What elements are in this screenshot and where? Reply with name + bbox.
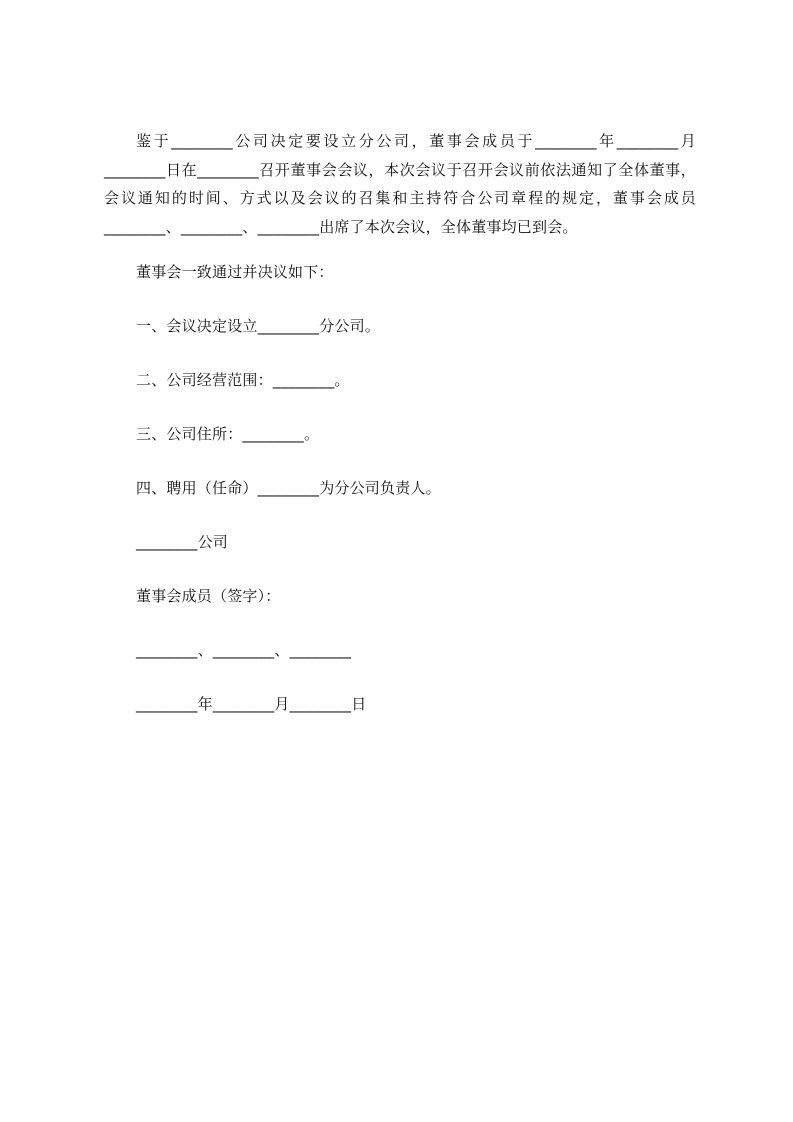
intro-paragraph: 鉴于________公司决定要设立分公司，董事会成员于________年________月________日在________召开董事会会议，本次会议于召开会议前依法通知了全体董事，会议通知的时间、方式以及会议的召集和主持符合公司章程的规定，董事会成员________、________、________出席了本次会议，全体董事均已到会。 [104,132,696,236]
company-signature-line: ________公司 [136,533,229,551]
resolution-heading: 董事会一致通过并决议如下： [136,263,334,281]
resolution-item-4: 四、聘用（任命）________为分公司负责人。 [136,479,441,497]
date-line: ________年________月________日 [136,695,367,713]
members-signature-label: 董事会成员（签字）： [136,587,281,605]
members-signature-lines: ________、________、________ [136,641,352,659]
resolution-item-3: 三、公司住所：________。 [136,425,320,443]
resolution-item-2: 二、公司经营范围：________。 [136,371,350,389]
resolution-item-1: 一、会议决定设立________分公司。 [136,317,381,335]
